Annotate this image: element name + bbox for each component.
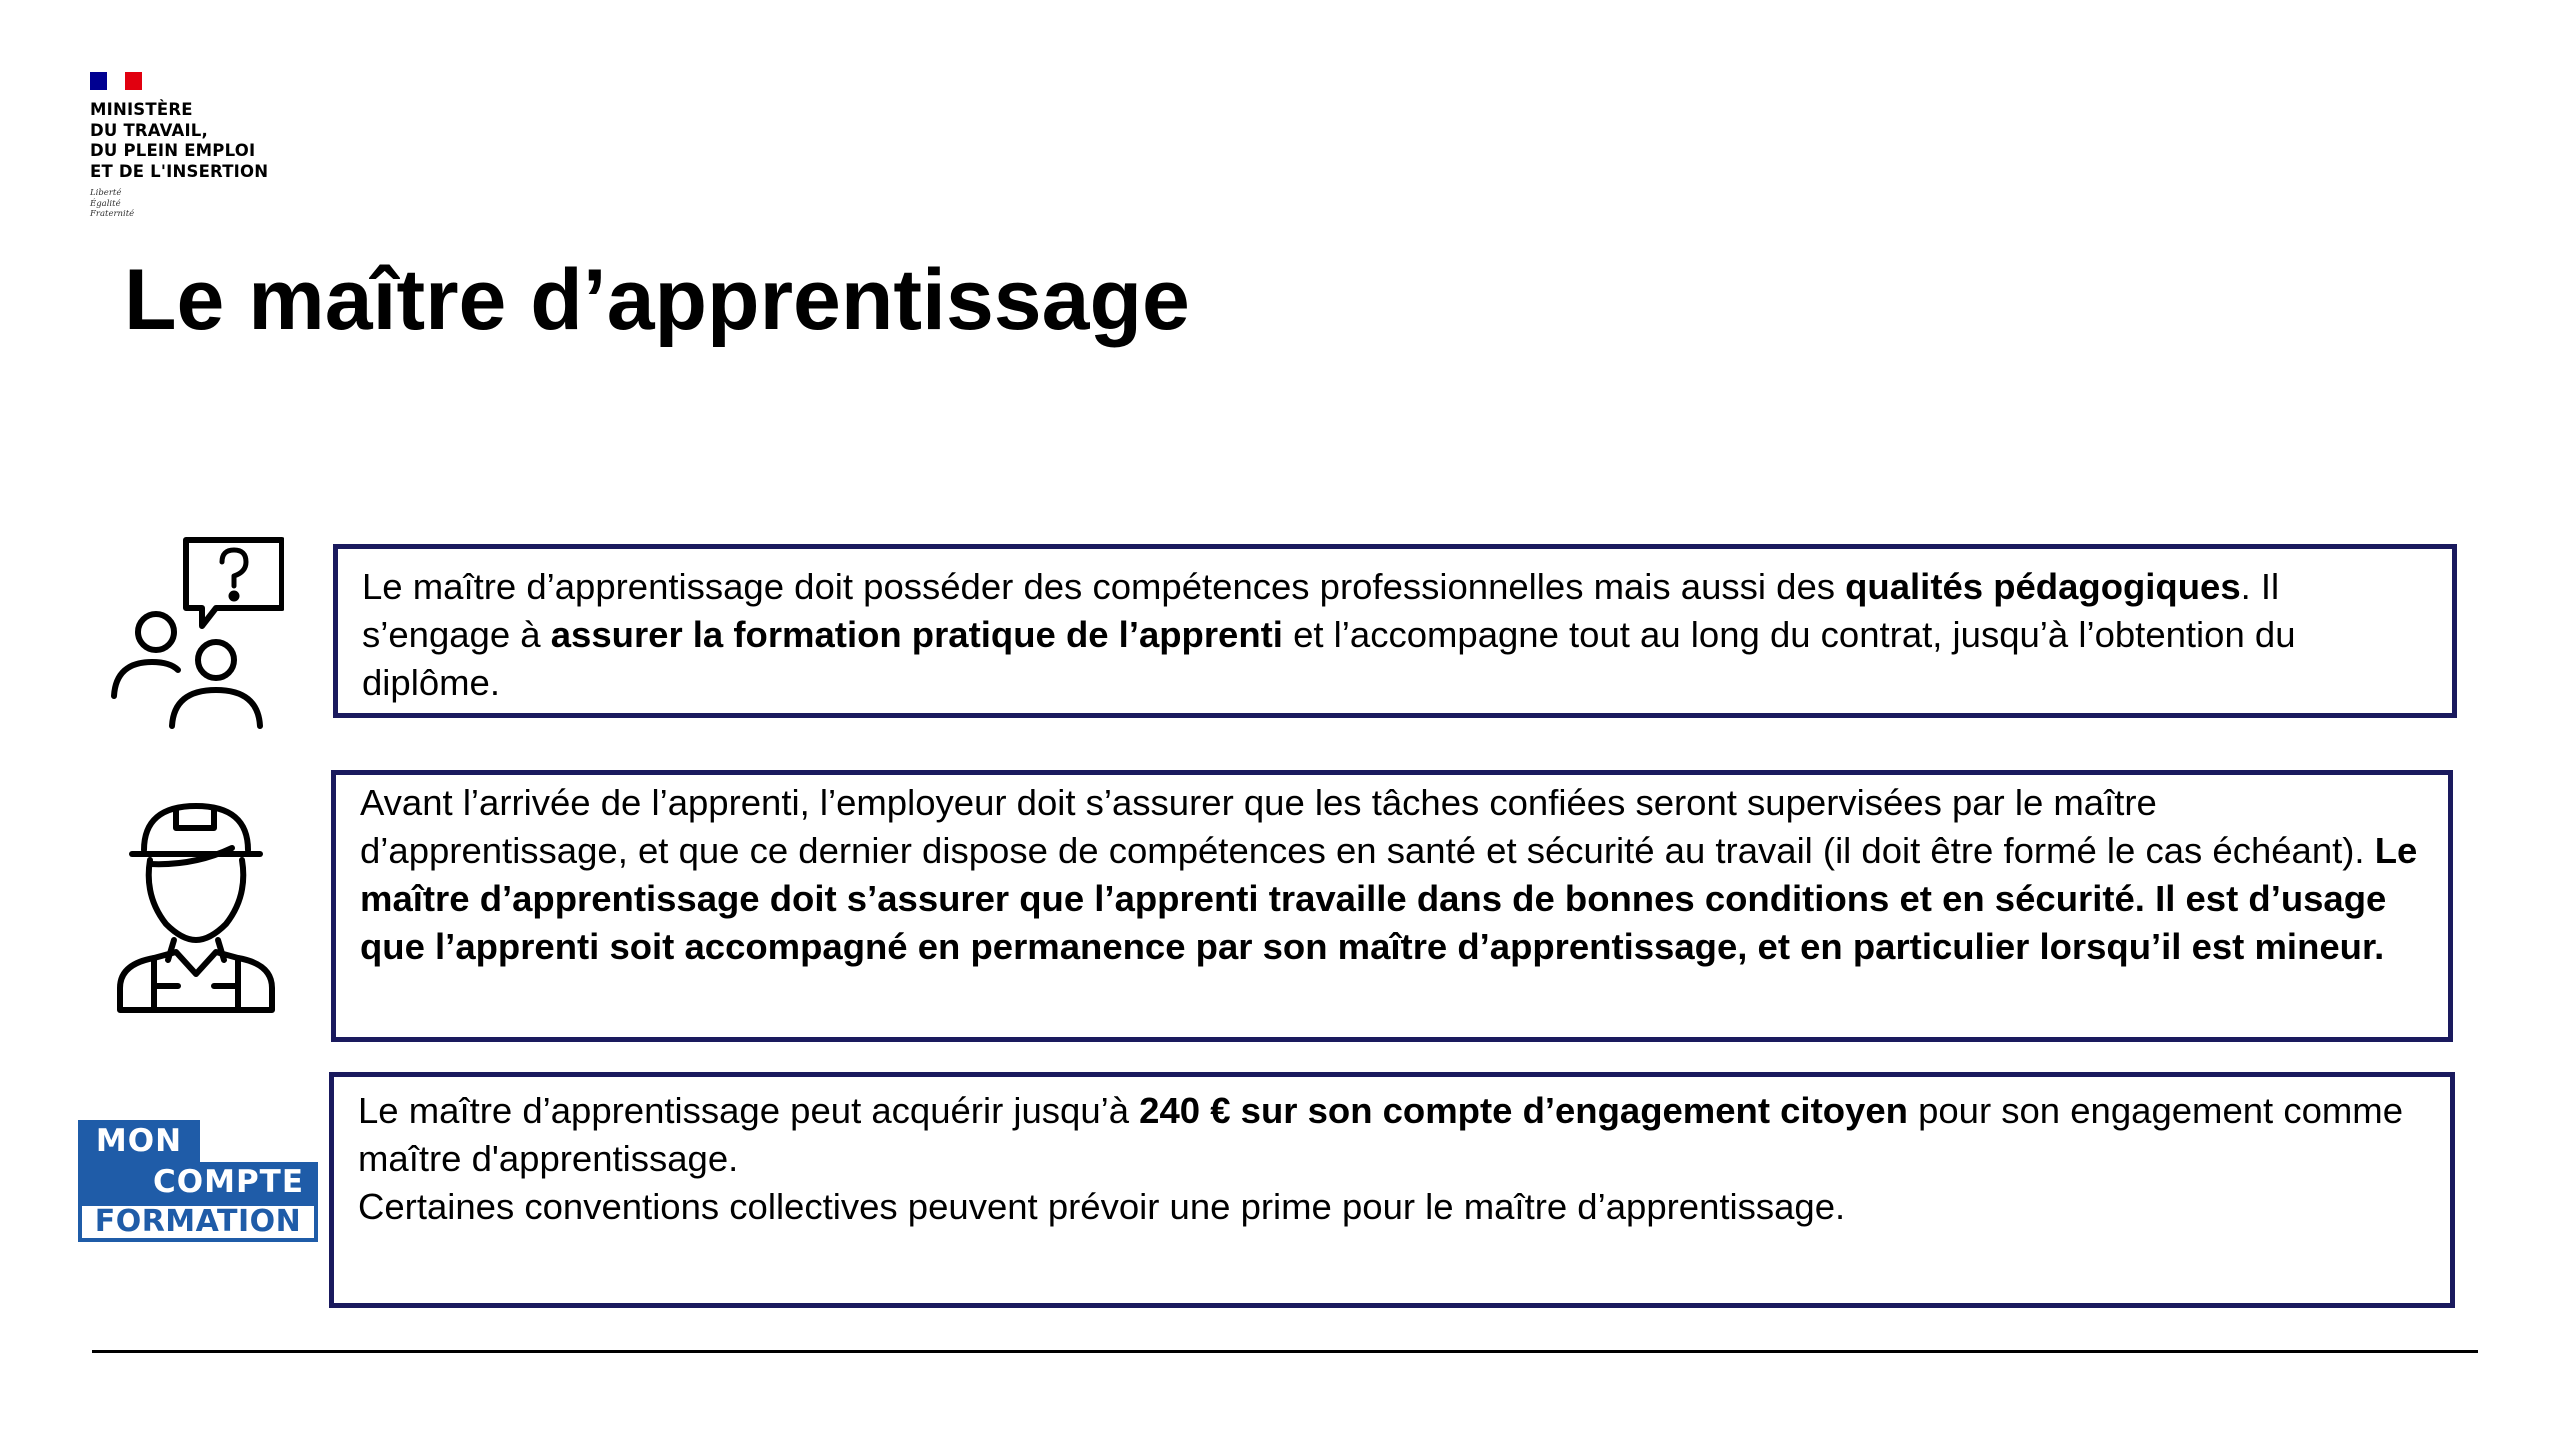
construction-worker-icon [114,800,278,1014]
card-text-segment: Avant l’arrivée de l’apprenti, l’employeur doit s’assurer que les tâches confiées seront supervisées par le maître d’apprentissage, et que ce dernier dispose de compétences en santé et sécurité au travail (il doit être formé le cas échéant). [360,782,2375,871]
card-text-emphasis: qualités pédagogiques [1845,566,2241,607]
mon-compte-formation-logo [78,1120,318,1242]
card-text-segment: pour son engagement comme maître d'apprentissage. [358,1090,2403,1179]
flag-stripe-blue [90,72,107,90]
french-flag-icon [90,72,142,90]
ministry-logo [90,72,268,220]
motto-line: Liberté [90,188,122,198]
card-text-emphasis: 240 € sur son compte d’engagement citoyen [1139,1090,1908,1131]
ministry-name [90,100,268,182]
logo-text-compte: COMPTE [78,1162,318,1202]
flag-stripe-white [107,72,124,90]
card-text-segment: Le maître d’apprentissage peut acquérir jusqu’à [358,1090,1140,1131]
ministry-line: DU TRAVAIL, [90,120,208,140]
card-text-emphasis: Le maître d’apprentissage doit s’assurer que l’apprenti travaille dans de bonnes conditions et en sécurité. Il est d’usage que l’apprenti soit accompagné en permanence par son maître d’apprentissage, et en particulier lorsqu’il est mineur. [360,830,2418,967]
info-card-safety [331,770,2453,1042]
ministry-line: MINISTÈRE [90,100,193,119]
card-text-segment: et l’accompagne tout au long du contrat, jusqu’à l’obtention du diplôme. [362,614,2296,703]
card-text-emphasis: assurer la formation pratique de l’apprenti [550,614,1283,655]
info-card-pedagogy [333,544,2457,718]
card-text [362,563,2432,707]
info-card-compensation [329,1072,2455,1308]
motto-line: Égalité [90,198,121,209]
card-text [358,1087,2430,1183]
motto-line: Fraternité [90,209,135,219]
card-text-extra: Certaines conventions collectives peuvent prévoir une prime pour le maître d’apprentissage. [358,1186,1846,1227]
footer-divider [92,1350,2478,1353]
speech-question-people-icon [104,536,284,730]
card-text-segment: Le maître d’apprentissage doit posséder des compétences professionnelles mais aussi des [362,566,1846,607]
card-text-segment: . Il s’engage à [362,566,2280,655]
logo-text-formation: FORMATION [78,1202,318,1242]
logo-text-mon: MON [78,1120,200,1162]
republic-motto [90,188,268,220]
page-title: Le maître d’apprentissage [124,252,1190,348]
flag-stripe-red [125,72,142,90]
card-text [360,779,2428,971]
ministry-line: ET DE L'INSERTION [90,161,269,181]
ministry-line: DU PLEIN EMPLOI [90,141,256,160]
